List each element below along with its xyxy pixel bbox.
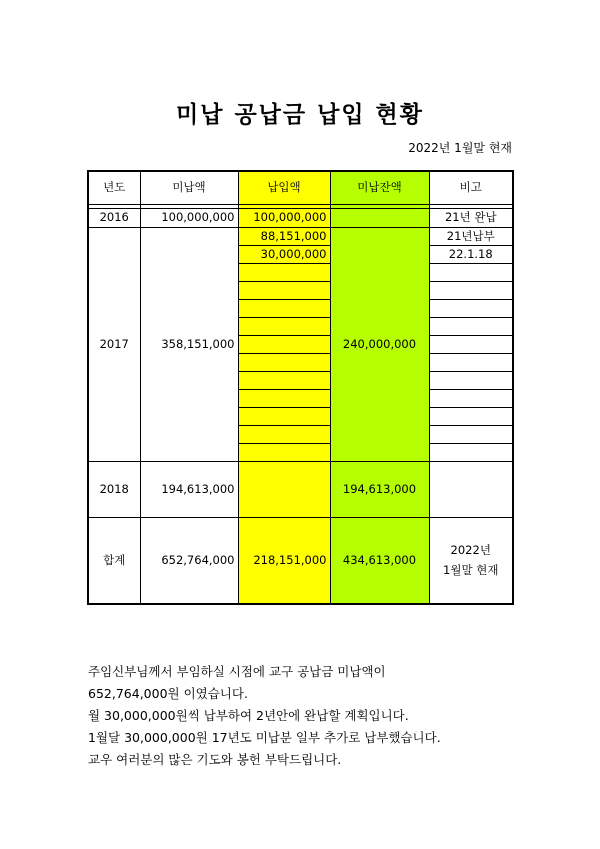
note-2017 <box>429 318 513 336</box>
page-title: 미납 공납금 납입 현황 <box>176 102 424 128</box>
date-label: 2022년 1월말 현재 <box>408 141 512 155</box>
year-2018: 2018 <box>88 462 140 518</box>
row-2018 <box>88 462 513 518</box>
note-2017: 21년납부 <box>429 228 513 246</box>
note-2017 <box>429 264 513 282</box>
header-balance: 미납잔액 <box>330 171 429 205</box>
note-2017 <box>429 372 513 390</box>
balance-2018: 194,613,000 <box>330 462 429 518</box>
note-line: 주임신부님께서 부임하실 시점에 교구 공납금 미납액이 <box>88 664 386 679</box>
balance-2017: 240,000,000 <box>330 228 429 462</box>
note-2017 <box>429 408 513 426</box>
payment-2017: 30,000,000 <box>238 246 330 264</box>
payment-2017 <box>238 444 330 462</box>
total-balance: 434,613,000 <box>330 518 429 605</box>
total-paid: 218,151,000 <box>238 518 330 605</box>
header-year: 년도 <box>88 171 140 205</box>
payment-2017 <box>238 300 330 318</box>
payment-2017 <box>238 318 330 336</box>
notes-block <box>88 661 441 771</box>
note-line: 652,764,000원 이였습니다. <box>88 686 248 701</box>
payment-table <box>87 170 514 605</box>
header-unpaid: 미납액 <box>140 171 238 205</box>
unpaid-2016: 100,000,000 <box>140 209 238 228</box>
note-2017 <box>429 282 513 300</box>
balance-2016 <box>330 209 429 228</box>
note-line: 교우 여러분의 많은 기도와 봉헌 부탁드립니다. <box>88 752 342 767</box>
header-paid: 납입액 <box>238 171 330 205</box>
year-2016: 2016 <box>88 209 140 228</box>
paid-2016: 100,000,000 <box>238 209 330 228</box>
note-2017 <box>429 300 513 318</box>
payment-2017 <box>238 390 330 408</box>
note-line: 월 30,000,000원씩 납부하여 2년안에 완납할 계획입니다. <box>88 708 409 723</box>
total-unpaid: 652,764,000 <box>140 518 238 605</box>
payment-2017 <box>238 372 330 390</box>
note-line: 1월달 30,000,000원 17년도 미납분 일부 추가로 납부했습니다. <box>88 730 441 745</box>
unpaid-2018: 194,613,000 <box>140 462 238 518</box>
paid-2018 <box>238 462 330 518</box>
total-label: 합계 <box>88 518 140 605</box>
note-2017 <box>429 444 513 462</box>
note-2018 <box>429 462 513 518</box>
header-row <box>88 171 513 205</box>
total-note: 2022년 1월말 현재 <box>429 518 513 605</box>
row-2016 <box>88 209 513 228</box>
payment-2017 <box>238 336 330 354</box>
note-2017 <box>429 336 513 354</box>
unpaid-2017: 358,151,000 <box>140 228 238 462</box>
header-note: 비고 <box>429 171 513 205</box>
payment-2017 <box>238 354 330 372</box>
note-2017 <box>429 426 513 444</box>
payment-2017 <box>238 264 330 282</box>
payment-2017 <box>238 408 330 426</box>
year-2017: 2017 <box>88 228 140 462</box>
payment-2017 <box>238 426 330 444</box>
note-2016: 21년 완납 <box>429 209 513 228</box>
note-2017 <box>429 390 513 408</box>
note-2017 <box>429 354 513 372</box>
payment-2017: 88,151,000 <box>238 228 330 246</box>
row-2017 <box>88 228 513 246</box>
total-row <box>88 518 513 605</box>
payment-2017 <box>238 282 330 300</box>
note-2017: 22.1.18 <box>429 246 513 264</box>
